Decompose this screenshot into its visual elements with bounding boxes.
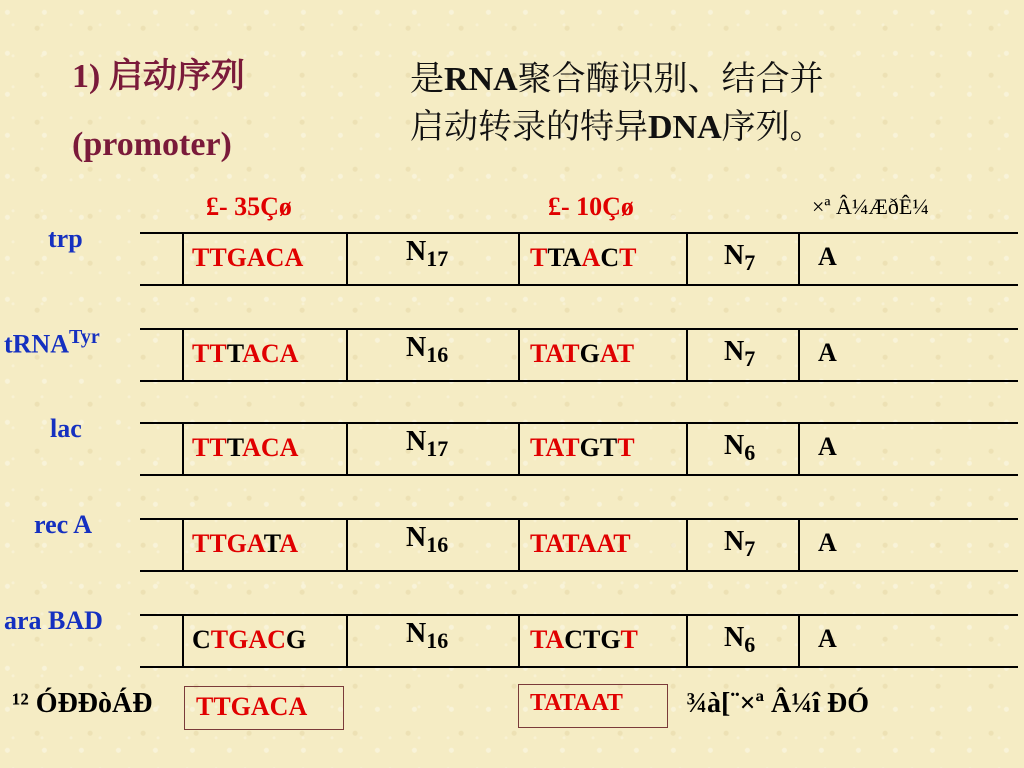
spacer-count: 17 (426, 436, 449, 461)
row-cell-divider (518, 614, 520, 666)
consensus-label: ¹² ÓÐÐòÁÐ (12, 688, 153, 719)
spacer-length-2 (724, 240, 755, 276)
transcription-start-base: A (818, 338, 837, 367)
spacer-base: N (406, 618, 427, 649)
gene-name (4, 326, 100, 360)
row-bottom-line (140, 666, 1018, 668)
slide-title-line2: (promoter) (72, 126, 232, 163)
gene-name (48, 224, 83, 254)
sequence-segment: TT (192, 433, 227, 462)
spacer-length-2 (724, 430, 755, 466)
slide-title-line1: 1) 启动序列 (72, 58, 245, 95)
spacer-base: N (724, 430, 745, 461)
description-line1: 是RNA聚合酶识别、结合并 (410, 61, 824, 98)
spacer-count: 16 (426, 532, 449, 557)
row-top-line (140, 422, 1018, 424)
spacer-count: 7 (744, 346, 756, 371)
sequence-segment: TAT (530, 339, 580, 368)
row-cell-divider (686, 422, 688, 474)
gene-name-text: rec A (34, 510, 92, 539)
spacer-length-1 (406, 618, 448, 654)
gene-name (34, 510, 92, 540)
minus10-sequence (530, 529, 631, 559)
row-cell-divider (798, 422, 800, 474)
spacer-length-1 (406, 522, 448, 558)
minus35-sequence (192, 339, 298, 369)
sequence-segment: T (226, 339, 243, 368)
consensus-minus35-sequence: TTGACA (196, 692, 308, 721)
transcription-start-base: A (818, 432, 837, 461)
row-cell-divider (182, 518, 184, 570)
sequence-segment: C (192, 625, 211, 654)
spacer-base: N (406, 236, 427, 267)
consensus-distance-note: ¾à[¨×ª Â¼î ÐÓ (686, 688, 869, 719)
sequence-segment: GT (579, 433, 618, 462)
sequence-segment: AT (599, 339, 635, 368)
minus10-sequence (530, 433, 635, 463)
transcription-start-base: A (818, 242, 837, 271)
row-cell-divider (182, 614, 184, 666)
spacer-length-2 (724, 526, 755, 562)
sequence-segment: TT (192, 339, 227, 368)
row-top-line (140, 328, 1018, 330)
spacer-base: N (724, 622, 745, 653)
sequence-segment: T (620, 625, 638, 654)
minus10-sequence (530, 243, 636, 273)
row-cell-divider (182, 328, 184, 380)
spacer-count: 7 (744, 250, 756, 275)
row-cell-divider (518, 518, 520, 570)
row-cell-divider (798, 614, 800, 666)
sequence-segment: ACA (242, 433, 299, 462)
row-cell-divider (518, 422, 520, 474)
sequence-segment: TAT (530, 433, 580, 462)
spacer-base: N (724, 526, 745, 557)
row-cell-divider (182, 422, 184, 474)
sequence-segment: T (226, 433, 243, 462)
row-cell-divider (686, 614, 688, 666)
description (410, 56, 824, 152)
spacer-base: N (406, 426, 427, 457)
consensus-minus10-sequence: TATAAT (530, 690, 623, 716)
gene-name-superscript: Tyr (69, 326, 100, 348)
sequence-segment: TTGACA (192, 243, 304, 272)
row-cell-divider (686, 232, 688, 284)
row-top-line (140, 518, 1018, 520)
spacer-count: 16 (426, 342, 449, 367)
sequence-segment: C (600, 243, 620, 272)
description-line2: 启动转录的特异DNA序列。 (410, 109, 824, 146)
sequence-segment: ACA (242, 339, 299, 368)
sequence-segment: TA (547, 243, 582, 272)
row-top-line (140, 614, 1018, 616)
spacer-base: N (724, 336, 745, 367)
sequence-segment: A (581, 243, 601, 272)
sequence-segment: T (619, 243, 637, 272)
spacer-length-1 (406, 236, 448, 272)
gene-name-text: lac (50, 414, 82, 443)
row-cell-divider (798, 328, 800, 380)
row-cell-divider (686, 328, 688, 380)
spacer-count: 6 (744, 632, 756, 657)
spacer-count: 6 (744, 440, 756, 465)
header-transcription-start: ×ª Â¼ÆðÊ¼ (812, 194, 929, 219)
sequence-segment: TA (530, 625, 565, 654)
spacer-length-1 (406, 332, 448, 368)
spacer-count: 16 (426, 628, 449, 653)
sequence-segment: A (279, 529, 298, 558)
spacer-base: N (406, 332, 427, 363)
sequence-segment: T (617, 433, 635, 462)
gene-name-text: trp (48, 224, 83, 253)
spacer-length-2 (724, 622, 755, 658)
spacer-base: N (406, 522, 427, 553)
minus35-sequence (192, 625, 306, 655)
spacer-base: N (724, 240, 745, 271)
minus10-sequence (530, 625, 638, 655)
minus35-sequence (192, 243, 303, 273)
row-cell-divider (346, 422, 348, 474)
row-bottom-line (140, 284, 1018, 286)
transcription-start-base: A (818, 624, 837, 653)
sequence-segment: TGAC (210, 625, 286, 654)
minus35-sequence (192, 433, 298, 463)
spacer-count: 7 (744, 536, 756, 561)
row-cell-divider (346, 328, 348, 380)
sequence-segment: TATAAT (530, 529, 631, 558)
gene-name-text: ara BAD (4, 606, 103, 635)
minus35-sequence (192, 529, 298, 559)
transcription-start-base: A (818, 528, 837, 557)
row-cell-divider (798, 232, 800, 284)
header-minus35-region: £- 35Çø (206, 192, 292, 221)
row-cell-divider (518, 232, 520, 284)
sequence-segment: T (263, 529, 280, 558)
row-bottom-line (140, 380, 1018, 382)
gene-name (4, 606, 103, 636)
row-cell-divider (346, 232, 348, 284)
row-top-line (140, 232, 1018, 234)
spacer-length-1 (406, 426, 448, 462)
minus10-sequence (530, 339, 634, 369)
header-minus10-region: £- 10Çø (548, 192, 634, 221)
sequence-segment: G (285, 625, 307, 654)
spacer-length-2 (724, 336, 755, 372)
row-cell-divider (182, 232, 184, 284)
sequence-segment: CTG (564, 625, 621, 654)
row-cell-divider (798, 518, 800, 570)
row-bottom-line (140, 570, 1018, 572)
gene-name-text: tRNA (4, 329, 69, 359)
sequence-segment: G (579, 339, 600, 368)
row-bottom-line (140, 474, 1018, 476)
sequence-segment: T (530, 243, 548, 272)
row-cell-divider (346, 614, 348, 666)
row-cell-divider (686, 518, 688, 570)
spacer-count: 17 (426, 246, 449, 271)
row-cell-divider (346, 518, 348, 570)
sequence-segment: TTGA (192, 529, 264, 558)
row-cell-divider (518, 328, 520, 380)
gene-name (50, 414, 82, 444)
